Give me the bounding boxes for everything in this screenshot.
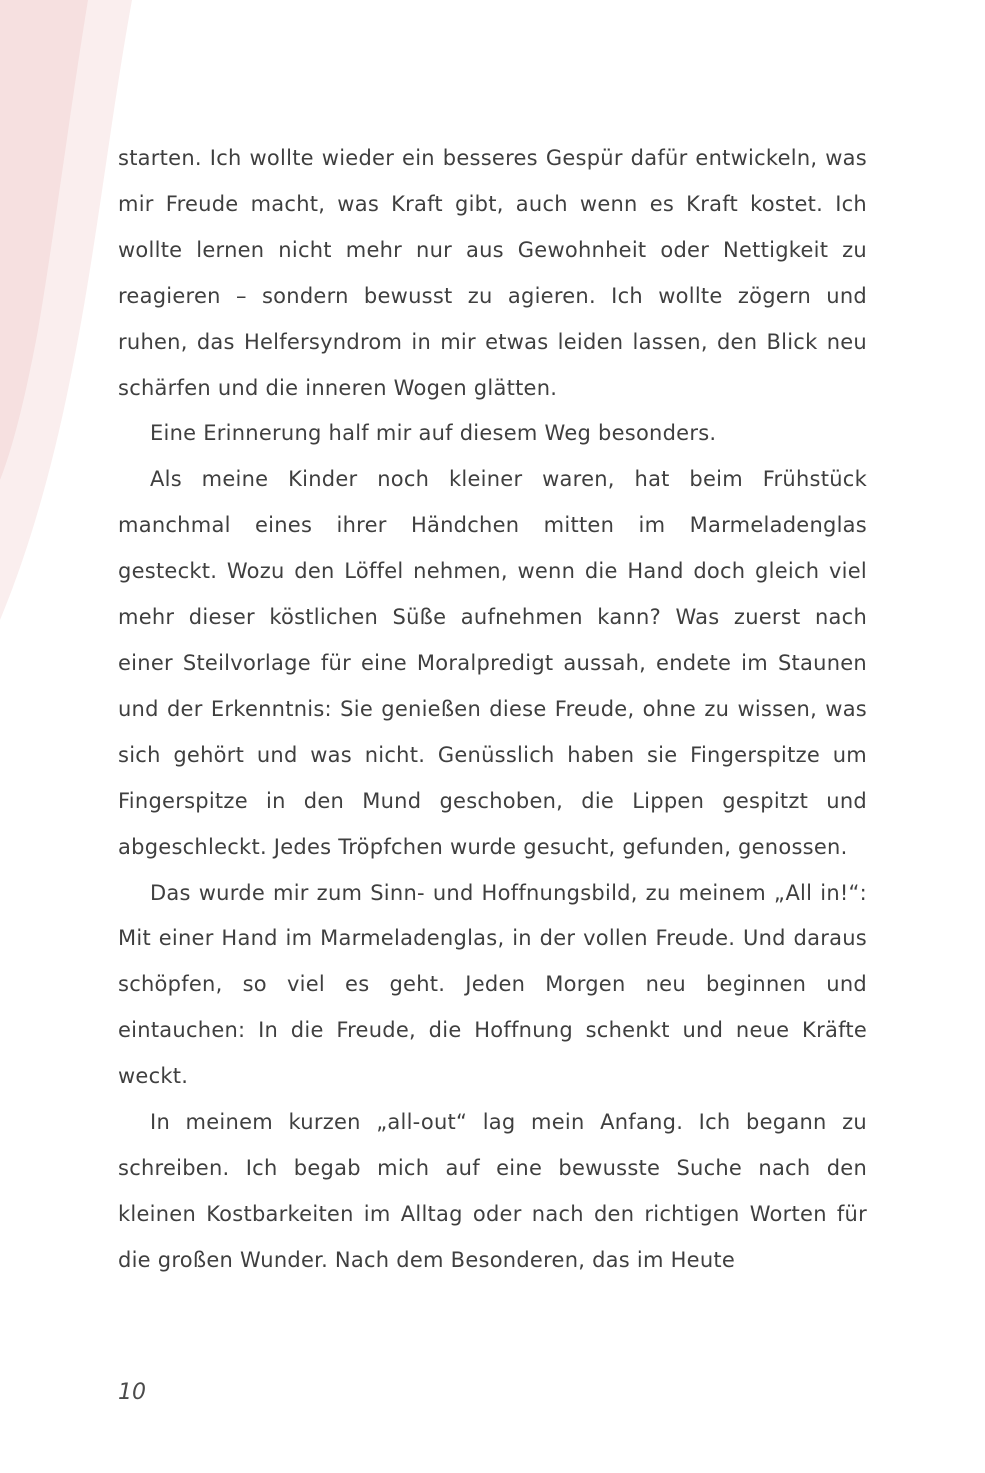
paragraph-1: starten. Ich wollte wieder ein besseres Gespür dafür entwickeln, was mir Freude macht, was Kraft gibt, auch wenn es Kraft kostet. Ich wollte lernen nicht mehr nur aus Gewohnheit oder Nettigkeit zu reagieren – sondern bewusst zu agieren. Ich wollte zögern und ruhen, das Helfersyndrom in mir etwas leiden lassen, den Blick neu schärfen und die inneren Wogen glätten. — [118, 146, 867, 400]
paragraph-2: Eine Erinnerung half mir auf diesem Weg besonders. — [150, 421, 717, 446]
paragraph-4: Das wurde mir zum Sinn- und Hoffnungsbild, zu meinem „All in!“: Mit einer Hand im Marmeladenglas, in der vollen Freude. Und daraus schöpfen, so viel es geht. Jeden Morgen neu beginnen und eintauchen: In die Freude, die Hoffnung schenkt und neue Kräfte weckt. — [118, 880, 867, 1089]
paragraph-5: In meinem kurzen „all-out“ lag mein Anfang. Ich begann zu schreiben. Ich begab mich auf eine bewusste Suche nach den kleinen Kostbarkeiten im Alltag oder nach den richtigen Worten für die großen Wunder. Nach dem Besonderen, das im Heute — [118, 1110, 867, 1272]
page-number: 10 — [118, 1380, 146, 1405]
body-text — [118, 136, 867, 1284]
paragraph-3: Als meine Kinder noch kleiner waren, hat beim Frühstück manchmal eines ihrer Händchen mitten im Marmeladenglas gesteckt. Wozu den Löffel nehmen, wenn die Hand doch gleich viel mehr dieser köstlichen Süße aufnehmen kann? Was zuerst nach einer Steilvorlage für eine Moralpredigt aussah, endete im Staunen und der Erkenntnis: Sie genießen diese Freude, ohne zu wissen, was sich gehört und was nicht. Genüsslich haben sie Fingerspitze um Fingerspitze in den Mund geschoben, die Lippen gespitzt und abgeschleckt. Jedes Tröpfchen wurde gesucht, gefunden, genossen. — [118, 467, 867, 859]
